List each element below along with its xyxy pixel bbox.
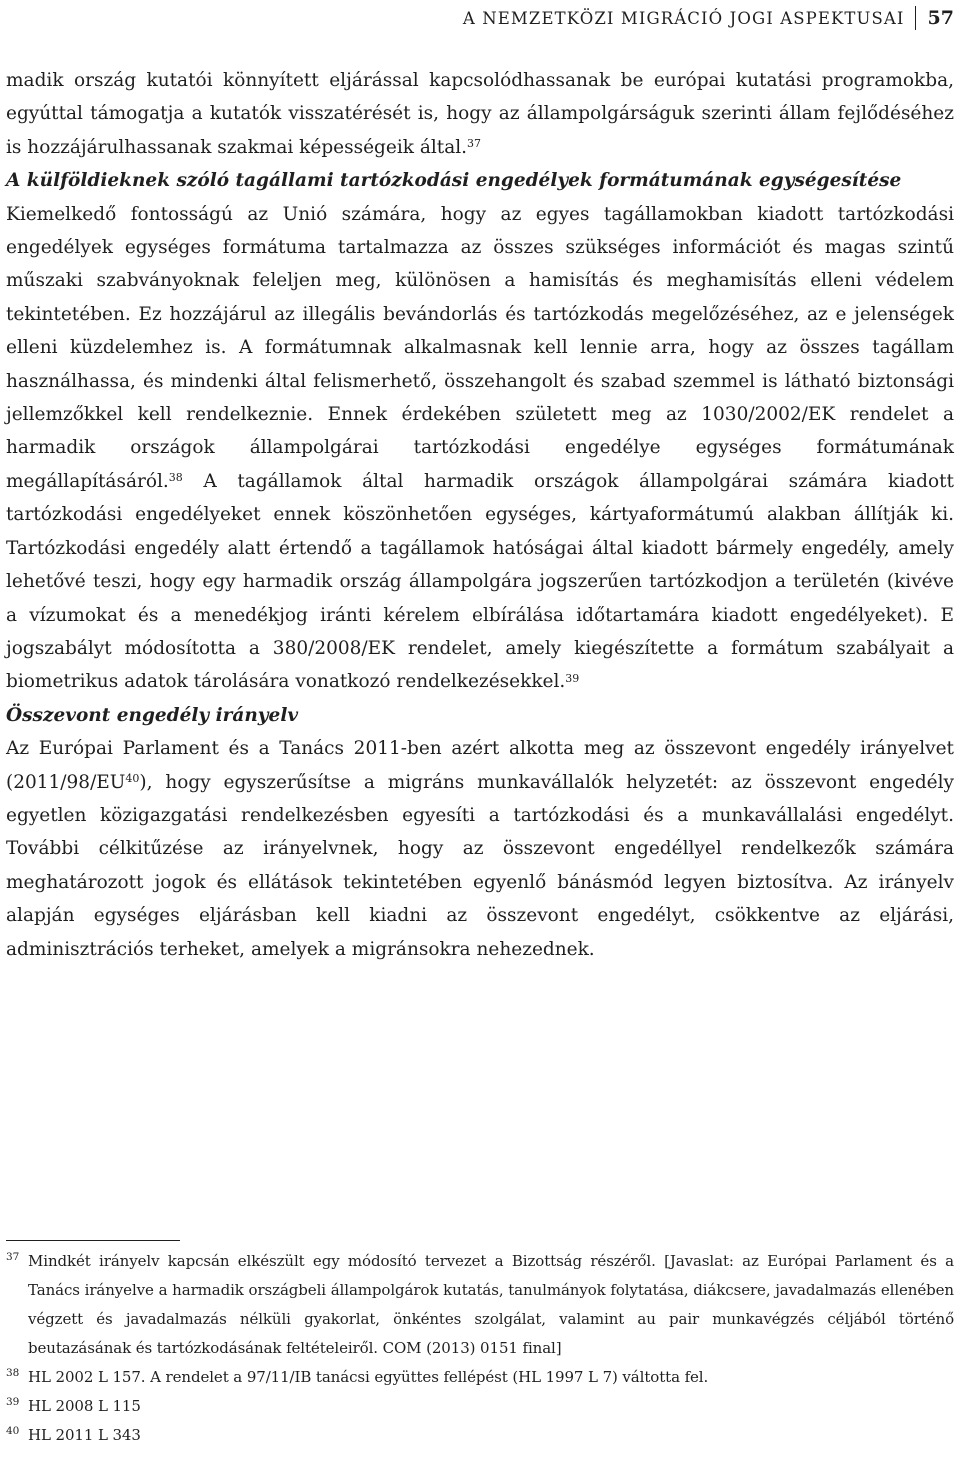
footnote-text: HL 2008 L 115	[28, 1397, 141, 1415]
footnote-divider	[6, 1240, 180, 1241]
paragraph-residence-permit-text-a: Kiemelkedő fontosságú az Unió számára, hogy az egyes tagállamokban kiadott tartózkodási engedélyek egységes formátuma tartalmazza az összes szükséges információt és magas szintű műszaki szabványoknak feleljen meg, különösen a hamisítás és meghamisítás elleni védelem tekintetében. Ez hozzájárul az illegális bevándorlás és tartózkodás megelőzéséhez, az e jelenségek elleni küzdelemhez is. A formátumnak alkalmasnak kell lennie arra, hogy az összes tagállam használhassa, és mindenki által felismerhető, összehangolt és szabad szemmel is látható biztonsági jellemzőkkel kell rendelkeznie. Ennek érdekében született meg az 1030/2002/EK rendelet a harmadik országok állampolgárai tartózkodási engedélye egységes formátumának megállapításáról.	[6, 203, 954, 492]
footnote-ref-38[interactable]: 38	[168, 471, 183, 485]
footnote-number: 39	[6, 1396, 20, 1408]
footnote-number: 40	[6, 1425, 20, 1437]
footnote-ref-40[interactable]: 40	[125, 772, 140, 786]
footnotes	[6, 1240, 954, 1450]
section-heading-residence-permit: A külföldieknek szóló tagállami tartózkodási engedélyek formátumának egységesítése	[6, 170, 902, 192]
page-number: 57	[927, 7, 954, 29]
footnote-39	[6, 1392, 954, 1421]
paragraph-intro	[6, 64, 954, 164]
footnote-ref-39[interactable]: 39	[565, 671, 580, 685]
footnote-text: HL 2002 L 157. A rendelet a 97/11/IB tanácsi együttes fellépést (HL 1997 L 7) váltotta fel.	[28, 1368, 709, 1386]
footnote-ref-37[interactable]: 37	[467, 137, 482, 151]
running-title: A NEMZETKÖZI MIGRÁCIÓ JOGI ASPEKTUSAI	[462, 8, 905, 28]
footnote-40	[6, 1421, 954, 1450]
section-heading-single-permit: Összevont engedély irányelv	[6, 704, 299, 726]
paragraph-single-permit-text-a: Az Európai Parlament és a Tanács 2011-ben azért alkotta meg az összevont engedély irányelvet (2011/98/EU	[6, 738, 954, 793]
paragraph-intro-text: madik ország kutatói könnyített eljárással kapcsolódhassanak be európai kutatási programokba, egyúttal támogatja a kutatók visszatérését is, hogy az állampolgárságuk szerinti állam fejlődéséhez is hozzájárulhassanak szakmai képességeik által.	[6, 70, 954, 158]
footnote-37	[6, 1247, 954, 1363]
paragraph-single-permit-text-b: ), hogy egyszerűsítse a migráns munkavállalók helyzetét: az összevont engedély egyetlen közigazgatási rendelkezésben egyesíti a tartózkodási és a munkavállalási engedélyt. További célkitűzése az irányelvnek, hogy az összevont engedéllyel rendelkezők számára meghatározott jogok és ellátások tekintetében egyenlő bánásmód legyen biztosítva. Az irányelv alapján egységes eljárásban kell kiadni az összevont engedélyt, csökkentve az eljárási, adminisztrációs terheket, amelyek a migránsokra nehezednek.	[6, 771, 954, 960]
body-text	[6, 64, 954, 966]
header-divider	[915, 6, 916, 30]
footnote-text: Mindkét irányelv kapcsán elkészült egy módosító tervezet a Bizottság részéről. [Javaslat: az Európai Parlament és a Tanács irányelve a harmadik országbeli állampolgárok kutatás, tanulmányok folytatása, diákcsere, javadalmazás ellenében végzett és javadalmazás nélküli gyakorlat, önkéntes szolgálat, valamint au pair munkavégzés céljából történő beutazásának és tartózkodásának feltételeiről. COM (2013) 0151 final]	[28, 1252, 954, 1357]
footnote-number: 38	[6, 1367, 20, 1379]
footnote-number: 37	[6, 1251, 20, 1263]
running-header	[463, 4, 954, 32]
footnote-text: HL 2011 L 343	[28, 1426, 141, 1444]
footnote-38	[6, 1363, 954, 1392]
paragraph-single-permit	[6, 732, 954, 966]
paragraph-residence-permit	[6, 198, 954, 699]
paragraph-residence-permit-text-b: A tagállamok által harmadik országok állampolgárai számára kiadott tartózkodási engedélyeket ennek köszönhetően egységes, kártyaformátumú alakban állítják ki. Tartózkodási engedély alatt értendő a tagállamok hatóságai által kiadott bármely engedély, amely lehetővé teszi, hogy egy harmadik ország állampolgára jogszerűen tartózkodjon a területén (kivéve a vízumokat és a menedékjog iránti kérelem elbírálása időtartamára kiadott engedélyeket). E jogszabályt módosította a 380/2008/EK rendelet, amely kiegészítette a formátum szabályait a biometrikus adatok tárolására vonatkozó rendelkezésekkel.	[6, 470, 954, 693]
